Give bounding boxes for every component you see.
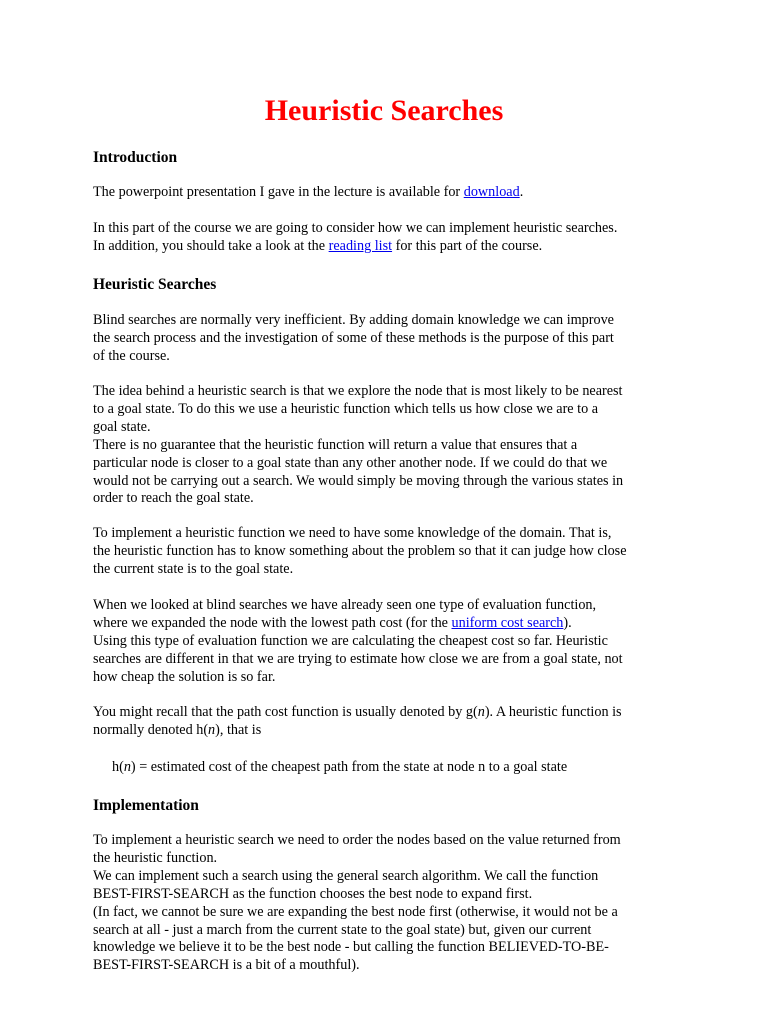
paragraph-line: the heuristic function. [93, 849, 218, 866]
italic-n: n [123, 759, 131, 775]
paragraph-line: the heuristic function has to know something about the problem so that it can judge how close [93, 542, 627, 559]
heuristic-searches-heading: Heuristic Searches [93, 276, 217, 293]
hs-paragraph-4 [93, 597, 693, 687]
page-title: Heuristic Searches [264, 94, 504, 127]
paragraph-line: When we looked at blind searches we have already seen one type of evaluation function, [93, 597, 597, 613]
paragraph-text: ), that is [215, 721, 262, 738]
paragraph-line: (In fact, we cannot be sure we are expanding the best node first (otherwise, it would not be a [93, 903, 618, 920]
introduction-heading: Introduction [93, 149, 178, 166]
paragraph-line: We can implement such a search using the general search algorithm. We call the function [93, 867, 599, 884]
paragraph-text: where we expanded the node with the lowest path cost (for the [93, 614, 452, 631]
paragraph-line: to a goal state. To do this we use a heuristic function which tells us how close we are to a [93, 400, 599, 417]
hs-paragraph-3 [93, 525, 693, 579]
implementation-heading: Implementation [93, 797, 199, 814]
paragraph-text: ). A heuristic function is [484, 704, 622, 720]
paragraph-text: ). [563, 614, 572, 631]
intro-p1-text: The powerpoint presentation I gave in the lecture is available for [93, 184, 464, 200]
hs-paragraph-5 [93, 704, 693, 740]
paragraph-line: The idea behind a heuristic search is that we explore the node that is most likely to be nearest [93, 383, 623, 399]
paragraph-text: normally denoted h( [93, 721, 209, 738]
paragraph-text: You might recall that the path cost function is usually denoted by g( [93, 704, 478, 720]
paragraph-line: To implement a heuristic search we need to order the nodes based on the value returned from [93, 832, 621, 848]
paragraph-line: the current state is to the goal state. [93, 560, 294, 577]
reading-list-link[interactable]: reading list [328, 237, 393, 254]
italic-n: n [477, 704, 485, 720]
intro-p2-line [93, 238, 693, 256]
download-link[interactable]: download [463, 184, 520, 200]
paragraph-line [93, 722, 693, 740]
intro-p1-end: . [519, 184, 524, 200]
paragraph-line: particular node is closer to a goal state than any other another node. If we could do that we [93, 454, 608, 471]
paragraph-line [93, 704, 693, 722]
paragraph-line: searches are different in that we are trying to estimate how close we are from a goal state, not [93, 650, 623, 667]
paragraph-line: There is no guarantee that the heuristic function will return a value that ensures that a [93, 436, 578, 453]
heuristic-formula [112, 759, 712, 777]
impl-paragraph-1 [93, 832, 693, 975]
hs-paragraph-2 [93, 383, 693, 508]
paragraph-line: how cheap the solution is so far. [93, 668, 276, 685]
paragraph-line: the search process and the investigation of some of these methods is the purpose of this part [93, 329, 614, 346]
intro-p2-end: for this part of the course. [392, 237, 543, 254]
paragraph-line: BEST-FIRST-SEARCH as the function chooses the best node to expand first. [93, 885, 533, 902]
paragraph-line: Blind searches are normally very inefficient. By adding domain knowledge we can improve [93, 312, 614, 328]
paragraph-line: BEST-FIRST-SEARCH is a bit of a mouthful). [93, 957, 360, 974]
paragraph-line: knowledge we believe it to be the best node - but calling the function BELIEVED-TO-BE- [93, 939, 609, 956]
intro-p2-line: In this part of the course we are going to consider how we can implement heuristic searches. [93, 220, 618, 236]
intro-paragraph-2 [93, 220, 693, 256]
intro-p2-text: In addition, you should take a look at the [93, 237, 329, 254]
uniform-cost-search-link[interactable]: uniform cost search [451, 614, 564, 631]
paragraph-line: To implement a heuristic function we need to have some knowledge of the domain. That is, [93, 525, 612, 541]
hs-paragraph-1 [93, 312, 693, 366]
paragraph-line: search at all - just a march from the current state to the goal state) but, given our current [93, 921, 592, 938]
paragraph-line: of the course. [93, 347, 170, 364]
paragraph-line: would not be carrying out a search. We would simply be moving through the various states in [93, 472, 624, 489]
formula-text: ) = estimated cost of the cheapest path from the state at node n to a goal state [130, 759, 568, 775]
paragraph-line: goal state. [93, 418, 151, 435]
paragraph-line: order to reach the goal state. [93, 490, 254, 507]
formula-text: h( [112, 759, 124, 775]
italic-n: n [208, 721, 216, 738]
paragraph-line: Using this type of evaluation function we are calculating the cheapest cost so far. Heuristic [93, 632, 608, 649]
intro-paragraph-1 [93, 184, 693, 202]
paragraph-line [93, 615, 693, 633]
